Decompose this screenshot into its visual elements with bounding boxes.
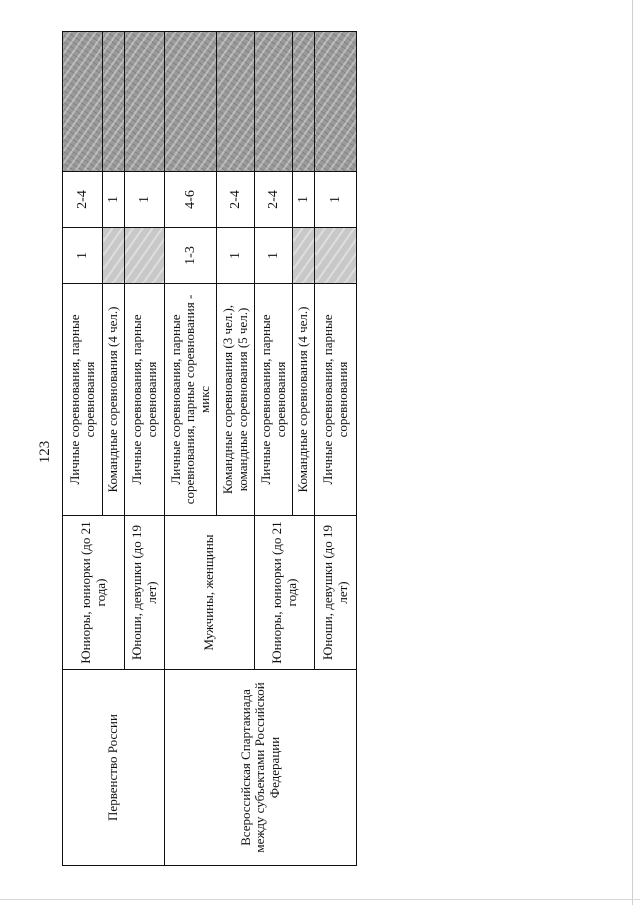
competition-type-cell: Личные соревнования, парные соревнования bbox=[315, 284, 357, 516]
age-group-cell: Юниоры, юниорки (до 21 года) bbox=[63, 516, 125, 670]
competition-type-cell: Командные соревнования (3 чел.), командные соревнования (5 чел.) bbox=[217, 284, 255, 516]
rotated-table-container bbox=[62, 32, 356, 866]
age-group-cell: Мужчины, женщины bbox=[165, 516, 255, 670]
shaded-cell bbox=[217, 32, 255, 172]
competition-type-cell: Личные соревнования, парные соревнования bbox=[63, 284, 103, 516]
value-a-cell: 1 bbox=[255, 228, 293, 284]
competition-type-cell: Личные соревнования, парные соревнования bbox=[255, 284, 293, 516]
shaded-cell bbox=[63, 32, 103, 172]
value-a-cell: 1-3 bbox=[165, 228, 217, 284]
value-b-cell: 1 bbox=[315, 172, 357, 228]
value-a-cell: 1 bbox=[63, 228, 103, 284]
value-b-cell: 2-4 bbox=[255, 172, 293, 228]
event-cell: Первенство России bbox=[63, 670, 165, 866]
value-b-cell: 1 bbox=[125, 172, 165, 228]
page-edge-right bbox=[632, 0, 633, 905]
value-b-cell: 4-6 bbox=[165, 172, 217, 228]
shaded-cell bbox=[103, 228, 125, 284]
shaded-cell bbox=[125, 32, 165, 172]
shaded-cell bbox=[293, 32, 315, 172]
competition-table bbox=[62, 31, 357, 866]
shaded-cell bbox=[165, 32, 217, 172]
shaded-cell bbox=[315, 228, 357, 284]
event-cell: Всероссийская Спартакиада между субъектами Российской Федерации bbox=[165, 670, 357, 866]
table-row bbox=[63, 32, 103, 866]
table-row bbox=[165, 32, 217, 866]
value-b-cell: 2-4 bbox=[63, 172, 103, 228]
age-group-cell: Юноши, девушки (до 19 лет) bbox=[125, 516, 165, 670]
competition-type-cell: Личные соревнования, парные соревнования bbox=[125, 284, 165, 516]
shaded-cell bbox=[103, 32, 125, 172]
competition-type-cell: Личные соревнования, парные соревнования, парные соревнования - микс bbox=[165, 284, 217, 516]
shaded-cell bbox=[125, 228, 165, 284]
rotated-table-frame bbox=[62, 32, 356, 866]
value-b-cell: 1 bbox=[103, 172, 125, 228]
value-b-cell: 1 bbox=[293, 172, 315, 228]
page-edge-bottom bbox=[0, 899, 640, 900]
shaded-cell bbox=[315, 32, 357, 172]
value-a-cell: 1 bbox=[217, 228, 255, 284]
page-number: 123 bbox=[37, 440, 53, 464]
competition-type-cell: Командные соревнования (4 чел.) bbox=[103, 284, 125, 516]
value-b-cell: 2-4 bbox=[217, 172, 255, 228]
age-group-cell: Юниоры, юниорки (до 21 года) bbox=[255, 516, 315, 670]
shaded-cell bbox=[255, 32, 293, 172]
competition-type-cell: Командные соревнования (4 чел.) bbox=[293, 284, 315, 516]
shaded-cell bbox=[293, 228, 315, 284]
age-group-cell: Юноши, девушки (до 19 лет) bbox=[315, 516, 357, 670]
